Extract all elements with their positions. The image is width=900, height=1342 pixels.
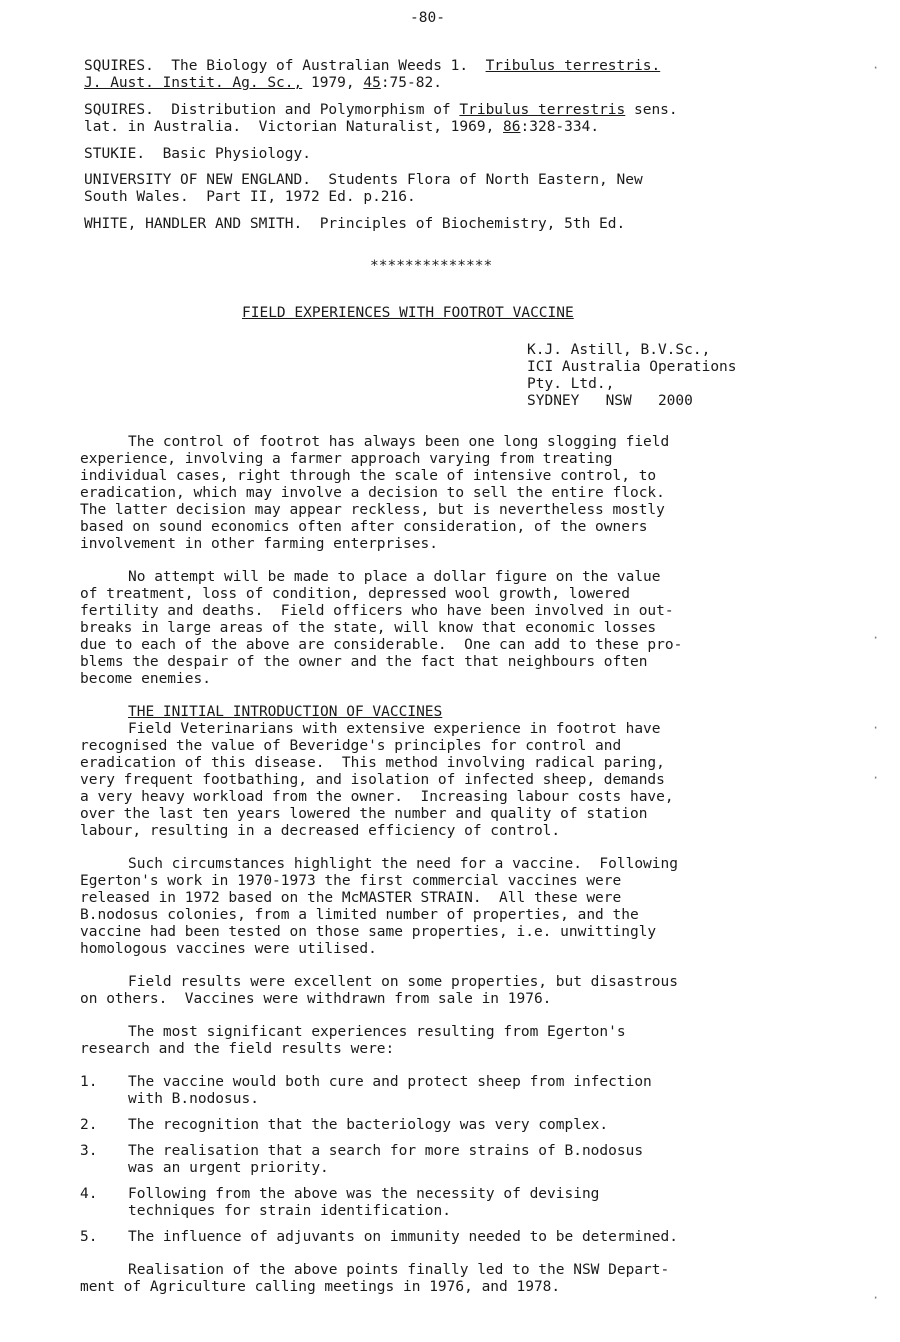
list-item	[80, 1229, 770, 1246]
article-title: FIELD EXPERIENCES WITH FOOTROT VACCINE	[242, 305, 574, 321]
paragraph-line: experience, involving a farmer approach varying from treating	[80, 451, 613, 467]
list-line: The realisation that a search for more strains of B.nodosus	[128, 1143, 644, 1159]
reference-text: :75-82.	[380, 75, 442, 91]
paragraph-line: become enemies.	[80, 671, 211, 687]
list-text	[128, 1074, 770, 1108]
reference-line	[84, 189, 784, 206]
reference-line	[84, 102, 784, 119]
paragraph-line: The most significant experiences resulting from Egerton's	[128, 1024, 626, 1040]
list-number: 5.	[80, 1229, 98, 1245]
paragraph	[80, 974, 770, 1008]
paragraph-line: eradication of this disease. This method involving radical paring,	[80, 755, 665, 771]
references-list	[84, 58, 784, 243]
paragraph-line: on others. Vaccines were withdrawn from sale in 1976.	[80, 991, 552, 1007]
paragraph	[80, 434, 770, 553]
paragraph-line: due to each of the above are considerable. One can add to these pro-	[80, 637, 683, 653]
list-text	[128, 1143, 770, 1177]
reference-text: STUKIE. Basic Physiology.	[84, 146, 311, 162]
list-number: 2.	[80, 1117, 98, 1133]
margin-mark: ·	[872, 61, 880, 75]
reference-line	[84, 58, 784, 75]
paragraph-line: based on sound economics often after consideration, of the owners	[80, 519, 648, 535]
list-text	[128, 1117, 770, 1134]
reference-entry	[84, 58, 784, 92]
paragraph-line: Such circumstances highlight the need for a vaccine. Following	[128, 856, 678, 872]
paragraph-line: fertility and deaths. Field officers who have been involved in out-	[80, 603, 674, 619]
paragraph-line: breaks in large areas of the state, will know that economic losses	[80, 620, 657, 636]
reference-line	[84, 146, 784, 163]
reference-line	[84, 172, 784, 189]
paragraph-line: Egerton's work in 1970-1973 the first commercial vaccines were	[80, 873, 622, 889]
reference-text: 1979,	[302, 75, 364, 91]
author-line: ICI Australia Operations	[527, 359, 737, 375]
paragraph-line: released in 1972 based on the McMASTER STRAIN. All these were	[80, 890, 622, 906]
list-line: techniques for strain identification.	[128, 1203, 452, 1219]
list-item	[80, 1186, 770, 1220]
author-line: SYDNEY NSW 2000	[527, 393, 693, 409]
paragraph	[80, 1024, 770, 1058]
underlined-text: Tribulus terrestris.	[485, 58, 661, 74]
margin-mark: ·	[872, 771, 880, 785]
author-line: Pty. Ltd.,	[527, 376, 615, 392]
reference-line	[84, 216, 784, 233]
paragraph-line: Field Veterinarians with extensive experience in footrot have	[128, 721, 661, 737]
reference-entry	[84, 172, 784, 206]
list-item	[80, 1117, 770, 1134]
paragraph-line: blems the despair of the owner and the fact that neighbours often	[80, 654, 648, 670]
paragraph-line: The latter decision may appear reckless, but is nevertheless mostly	[80, 502, 665, 518]
paragraph-line: ment of Agriculture calling meetings in 1976, and 1978.	[80, 1279, 561, 1295]
list-text	[128, 1229, 770, 1246]
underlined-text: 45	[363, 75, 381, 91]
list-line: The vaccine would both cure and protect sheep from infection	[128, 1074, 652, 1090]
list-line: Following from the above was the necessity of devising	[128, 1186, 600, 1202]
paragraph-line: very frequent footbathing, and isolation of infected sheep, demands	[80, 772, 665, 788]
section-heading: THE INITIAL INTRODUCTION OF VACCINES	[128, 704, 443, 720]
paragraph-line: individual cases, right through the scale of intensive control, to	[80, 468, 657, 484]
underlined-text: Tribulus terrestris	[459, 102, 626, 118]
paragraph-line: vaccine had been tested on those same properties, i.e. unwittingly	[80, 924, 657, 940]
paragraph-line: homologous vaccines were utilised.	[80, 941, 377, 957]
margin-mark: ·	[872, 631, 880, 645]
author-line: K.J. Astill, B.V.Sc.,	[527, 342, 711, 358]
section-separator: **************	[370, 258, 493, 274]
reference-entry	[84, 216, 784, 233]
paragraph-line: over the last ten years lowered the number and quality of station	[80, 806, 648, 822]
paragraph-line: labour, resulting in a decreased efficiency of control.	[80, 823, 561, 839]
paragraph-line: Field results were excellent on some properties, but disastrous	[128, 974, 678, 990]
list-line: was an urgent priority.	[128, 1160, 329, 1176]
paragraph-line: research and the field results were:	[80, 1041, 395, 1057]
paragraph-line: of treatment, loss of condition, depressed wool growth, lowered	[80, 586, 630, 602]
reference-text: WHITE, HANDLER AND SMITH. Principles of Biochemistry, 5th Ed.	[84, 216, 626, 232]
list-text	[128, 1186, 770, 1220]
underlined-text: J. Aust. Instit. Ag. Sc.,	[84, 75, 303, 91]
reference-text: SQUIRES. Distribution and Polymorphism of	[84, 102, 460, 118]
author-block	[527, 342, 737, 410]
page-number: -80-	[410, 10, 445, 26]
list-line: with B.nodosus.	[128, 1091, 259, 1107]
paragraph-line: recognised the value of Beveridge's principles for control and	[80, 738, 622, 754]
reference-text: :328-334.	[520, 119, 600, 135]
underlined-text: 86	[503, 119, 521, 135]
list-line: The recognition that the bacteriology was very complex.	[128, 1117, 609, 1133]
reference-line	[84, 119, 784, 136]
paragraph	[80, 856, 770, 958]
paragraph	[80, 721, 770, 840]
list-number: 3.	[80, 1143, 98, 1159]
numbered-list	[80, 1074, 770, 1246]
reference-text: SQUIRES. The Biology of Australian Weeds 1.	[84, 58, 486, 74]
list-number: 1.	[80, 1074, 98, 1090]
reference-text: South Wales. Part II, 1972 Ed. p.216.	[84, 189, 416, 205]
list-line: The influence of adjuvants on immunity needed to be determined.	[128, 1229, 678, 1245]
paragraph-line: B.nodosus colonies, from a limited number of properties, and the	[80, 907, 639, 923]
list-item	[80, 1074, 770, 1108]
reference-line	[84, 75, 784, 92]
paragraph-line: Realisation of the above points finally led to the NSW Depart-	[128, 1262, 670, 1278]
margin-mark: ·	[872, 721, 880, 735]
reference-text: lat. in Australia. Victorian Naturalist, 1969,	[84, 119, 504, 135]
article-body	[80, 434, 770, 1312]
paragraph	[80, 1262, 770, 1296]
paragraph-line: The control of footrot has always been one long slogging field	[128, 434, 670, 450]
list-number: 4.	[80, 1186, 98, 1202]
reference-entry	[84, 146, 784, 163]
list-item	[80, 1143, 770, 1177]
paragraph-line: No attempt will be made to place a dollar figure on the value	[128, 569, 661, 585]
margin-mark: ·	[872, 1291, 880, 1305]
reference-text: UNIVERSITY OF NEW ENGLAND. Students Flora of North Eastern, New	[84, 172, 643, 188]
reference-text: sens.	[625, 102, 678, 118]
paragraph-line: involvement in other farming enterprises.	[80, 536, 438, 552]
paragraph-line: eradication, which may involve a decision to sell the entire flock.	[80, 485, 665, 501]
paragraph-line: a very heavy workload from the owner. Increasing labour costs have,	[80, 789, 674, 805]
paragraph	[80, 569, 770, 688]
reference-entry	[84, 102, 784, 136]
